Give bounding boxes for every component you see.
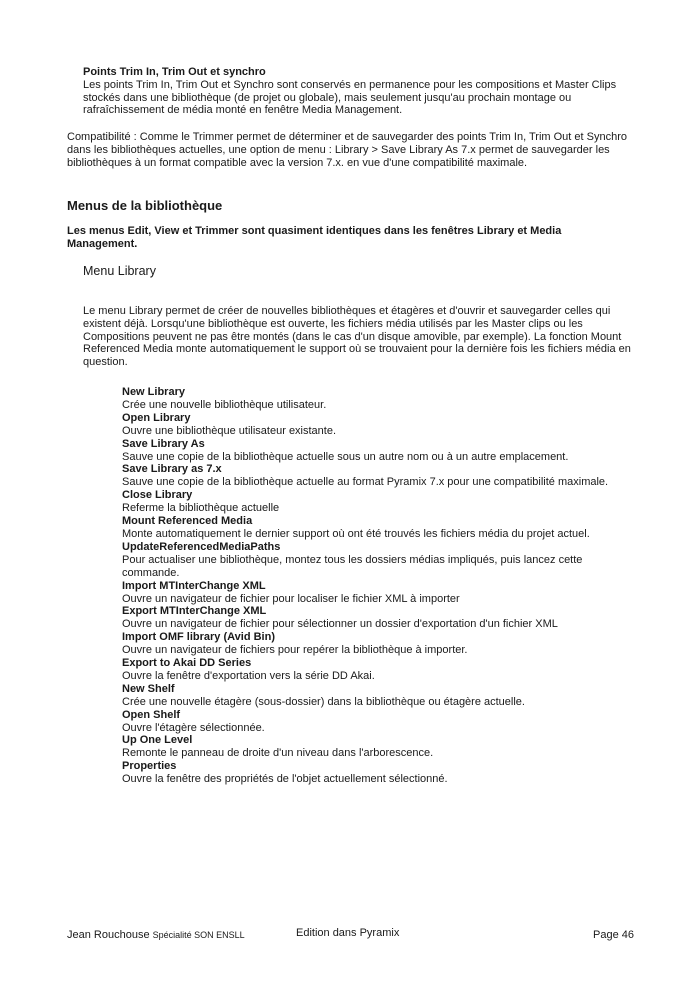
menu-item-desc: Remonte le panneau de droite d'un niveau dans l'arborescence. (122, 747, 434, 760)
compatibility-note: Compatibilité : Comme le Trimmer permet de déterminer et de sauvegarder des points Trim In, Trim Out et Synchro dans les bibliothèques actuelles, une option de menu : Library > Save Library As 7.x permet de sauvegarder les bibliothèques à un format compatible avec la version 7.x. en vue d'une compatibilité maximale. (67, 131, 627, 169)
list-item (122, 709, 622, 735)
menu-item-desc: Ouvre la fenêtre d'exportation vers la série DD Akai. (122, 669, 375, 682)
list-item (122, 580, 622, 606)
list-item (122, 438, 622, 464)
list-item (122, 386, 622, 412)
heading-menus: Menus de la bibliothèque (67, 198, 223, 213)
menu-item-list (122, 386, 622, 786)
menu-item-desc: Ouvre un navigateur de fichiers pour repérer la bibliothèque à importer. (122, 644, 468, 657)
menu-item-title: Save Library As (122, 437, 205, 450)
list-item (122, 760, 622, 786)
menu-item-title: Import MTInterChange XML (122, 579, 266, 592)
list-item (122, 515, 622, 541)
menu-item-title: New Shelf (122, 682, 175, 695)
menu-item-desc: Ouvre l'étagère sélectionnée. (122, 721, 265, 734)
menu-item-desc: Crée une nouvelle bibliothèque utilisateur. (122, 398, 327, 411)
menu-item-title: Import OMF library (Avid Bin) (122, 631, 275, 644)
intro-paragraph: Les menus Edit, View et Trimmer sont quasiment identiques dans les fenêtres Library et Media Management. (67, 225, 562, 250)
menu-item-desc: Pour actualiser une bibliothèque, montez tous les dossiers médias impliqués, puis lancez cette commande. (122, 553, 583, 579)
section-points-trim (83, 66, 631, 117)
menu-item-title: Properties (122, 760, 177, 773)
menu-item-title: Open Library (122, 411, 191, 424)
menu-item-desc: Referme la bibliothèque actuelle (122, 502, 280, 515)
menu-item-title: Mount Referenced Media (122, 515, 253, 528)
footer-left (67, 929, 245, 941)
footer-center: Edition dans Pyramix (296, 927, 400, 939)
menu-item-title: Close Library (122, 489, 193, 502)
menu-description: Le menu Library permet de créer de nouvelles bibliothèques et étagères et d'ouvrir et sauvegarder celles qui existent déjà. Lorsqu'une bibliothèque est ouverte, les fichiers média utilisés par les Master clips ou les Compositions peuvent ne pas être montés (dans le cas d'un disque amovible, par exemple). La fonction Mount Referenced Media monte automatiquement le support où se trouvaient pour la dernière fois les fichiers média en question. (83, 305, 631, 369)
footer-page-number: Page 46 (593, 929, 634, 941)
menu-item-desc: Sauve une copie de la bibliothèque actuelle au format Pyramix 7.x pour une compatibilité maximale. (122, 476, 609, 489)
menu-item-desc: Ouvre un navigateur de fichier pour sélectionner un dossier d'exportation d'un fichier XML (122, 618, 558, 631)
list-item (122, 412, 622, 438)
list-item (122, 463, 622, 489)
list-item (122, 683, 622, 709)
list-item (122, 605, 622, 631)
menu-item-desc: Ouvre une bibliothèque utilisateur existante. (122, 424, 337, 437)
menu-item-title: Export MTInterChange XML (122, 605, 267, 618)
menu-item-desc: Monte automatiquement le dernier support où ont été trouvés les fichiers média du projet actuel. (122, 527, 590, 540)
list-item (122, 631, 622, 657)
menu-item-title: Save Library as 7.x (122, 463, 222, 476)
list-item (122, 541, 622, 580)
subheading-menu-library: Menu Library (83, 264, 156, 278)
list-item (122, 489, 622, 515)
menu-item-title: Open Shelf (122, 708, 181, 721)
menu-item-desc: Ouvre la fenêtre des propriétés de l'objet actuellement sélectionné. (122, 773, 448, 786)
menu-item-desc: Ouvre un navigateur de fichier pour localiser le fichier XML à importer (122, 592, 460, 605)
menu-item-desc: Crée une nouvelle étagère (sous-dossier) dans la bibliothèque ou étagère actuelle. (122, 695, 525, 708)
list-item (122, 734, 622, 760)
menu-item-desc: Sauve une copie de la bibliothèque actuelle sous un autre nom ou à un autre emplacement. (122, 450, 569, 463)
menu-item-title: Export to Akai DD Series (122, 657, 252, 670)
footer-author: Jean Rouchouse (67, 929, 150, 941)
footer-school: Spécialité SON ENSLL (152, 930, 245, 940)
section-title: Points Trim In, Trim Out et synchro (83, 66, 266, 78)
menu-item-title: UpdateReferencedMediaPaths (122, 540, 281, 553)
menu-item-title: Up One Level (122, 734, 193, 747)
section-body: Les points Trim In, Trim Out et Synchro sont conservés en permanence pour les compositions et Master Clips stockés dans une bibliothèque (de projet ou globale), mais seulement jusqu'au prochain montage ou rafraîchissement de média monté en fenêtre Media Management. (83, 78, 617, 117)
list-item (122, 657, 622, 683)
menu-item-title: New Library (122, 386, 185, 398)
